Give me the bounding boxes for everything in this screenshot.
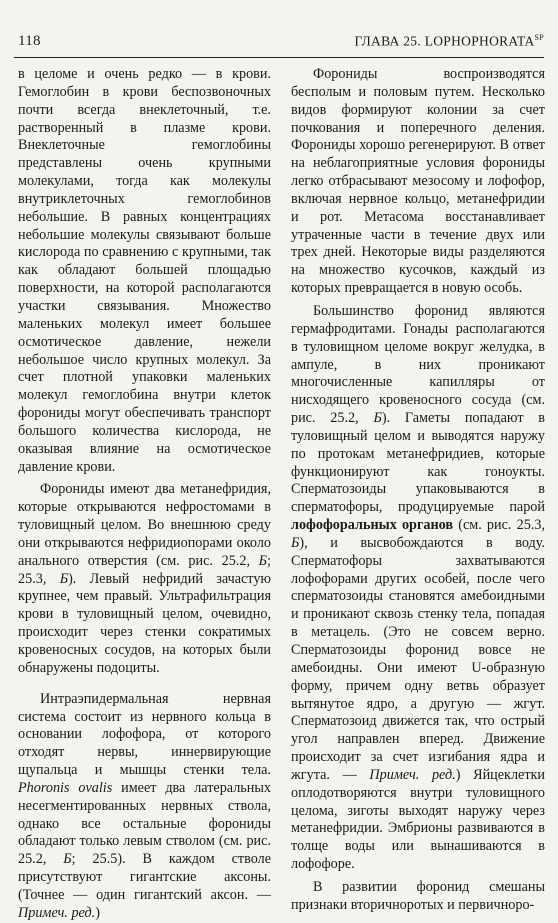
paragraph-text: Форониды воспроизводятся бесполым и половым путем. Несколько видов формируют колонии за счет почкования и поперечного деления. Форониды хорошо регенерируют. В ответ на неблагоприятные условия форониды легко отбрасывают мезосому и лофофор, включая нервное кольцо, метанефридии и рот. Метасома восстанавливает утраченные части в течение двух или трех дней. Некоторые виды разделяются на множество кусочков, каждый из которых превращается в новую особь.	[291, 66, 545, 297]
figure-ref: Б	[373, 410, 382, 427]
paragraph	[18, 66, 271, 476]
paragraph-text: ; 25.3,	[18, 552, 271, 587]
paragraph-text: Форониды имеют два метанефридия, которые открываются нефростомами в туловищный целом. Во внешнюю среду они открываются нефридиопорами около анального отверстия (см. рис. 25.2,	[18, 481, 271, 569]
paragraph-text: )	[95, 904, 100, 921]
left-column	[18, 66, 271, 923]
paragraph-text: ). Гаметы попадают в туловищный целом и выводятся наружу по протокам метанефридиев, которые функционируют как гоноукты. Сперматозоиды упаковываются в сперматофоры, продуцируемые парой	[291, 410, 546, 516]
figure-ref: Б	[59, 570, 69, 587]
paragraph-text: В развитии форонид смешаны признаки вторичноротых и первичноро-	[291, 878, 545, 913]
header-rule	[14, 57, 544, 58]
right-column	[291, 66, 545, 915]
editor-note: Примеч. ред.	[369, 766, 456, 783]
paragraph	[18, 481, 271, 677]
species-name: Phoronis ovalis	[18, 779, 113, 796]
paragraph	[291, 66, 545, 298]
paragraph-text: ; 25.5). В каждом стволе присутствуют гигантские аксоны. (Точнее — один гигантский аксон. —	[18, 851, 272, 903]
figure-ref: Б	[258, 552, 268, 569]
paragraph-text: Большинство форонид являются гермафродитами. Гонады располагаются в туловищном целоме вокруг желудка, в ампуле, в них проникают многочисленные капилляры от нисходящего кровеносного сосуда (см. рис. 25.2,	[291, 302, 545, 427]
figure-ref: Б	[291, 534, 300, 551]
paragraph-text: Интраэпидермальная нервная система состоит из нервного кольца в основании лофофора, от которого отходят нервы, иннервирующие щупальца и мышцы стенки тела.	[18, 690, 271, 779]
paragraph	[291, 303, 545, 874]
page-number: 118	[18, 33, 41, 49]
figure-ref: Б	[63, 851, 72, 868]
page-header	[14, 31, 544, 53]
paragraph-text: ), и высвобождаются в воду. Сперматофоры захватываются лофофорами других особей, после чего сперматозоиды становятся амебоидными и проникают сквозь стенку тела, попадая в метацель. (Это не совсем верно. Сперматозоиды форонид вовсе не амебоидны. Они имеют U-образную форму, причем одну ветвь образует вытянутое ядро, а другую — жгут. Сперматозоид движется так, что острый угол направлен вперед. Движение происходит за счет изгибания ядра и жгута. —	[291, 534, 545, 783]
running-head	[354, 33, 544, 50]
paragraph	[18, 691, 271, 923]
paragraph-text: (см. рис. 25.3,	[453, 517, 546, 534]
running-head-text: ГЛАВА 25. LOPHOPHORATA	[354, 33, 535, 49]
paragraph-text: ). Левый нефридий зачастую крупнее, чем правый. Ультрафильтрация крови в туловищный целом, очевидно, происходит через стенки сократимых кровеносных сосудов, на которых были обнаружены подоциты.	[18, 570, 272, 676]
editor-note: Примеч. ред.	[18, 904, 96, 921]
paragraph-text: в целоме и очень редко — в крови. Гемоглобин в крови беспозвоночных почти всегда внеклеточный, т.е. растворенный в плазме крови. Внеклеточные гемоглобины представлены очень крупными молекулами, тогда как молекулы внутриклеточных гемоглобинов небольшие. В равных концентрациях небольшие молекулы связывают больше кислорода по сравнению с крупными, так как обладают большей площадью поверхности, на которой располагаются участки связывания. Множество маленьких молекул имеет большее осмотическое давление, нежели небольшое число крупных молекул. За счет плотной упаковки маленьких молекул гемоглобина внутри клеток форониды могут обеспечивать транспорт большого количества кислорода, не оказывая влияние на осмотическое давление крови.	[18, 66, 271, 475]
paragraph	[291, 879, 545, 915]
paragraph-text: имеет два латеральных несегментированных нервных ствола, однако все остальные форониды обладают только левым стволом (см. рис. 25.2,	[18, 779, 271, 868]
term-bold: лофофоральных органов	[291, 517, 454, 534]
paragraph-text: ) Яйцеклетки оплодотворяются внутри туловищного целома, зиготы выходят наружу через метанефридии. Эмбрионы развиваются в толще воды или вынашиваются в лофофоре.	[291, 766, 545, 873]
running-head-superscript: SP	[534, 33, 544, 42]
